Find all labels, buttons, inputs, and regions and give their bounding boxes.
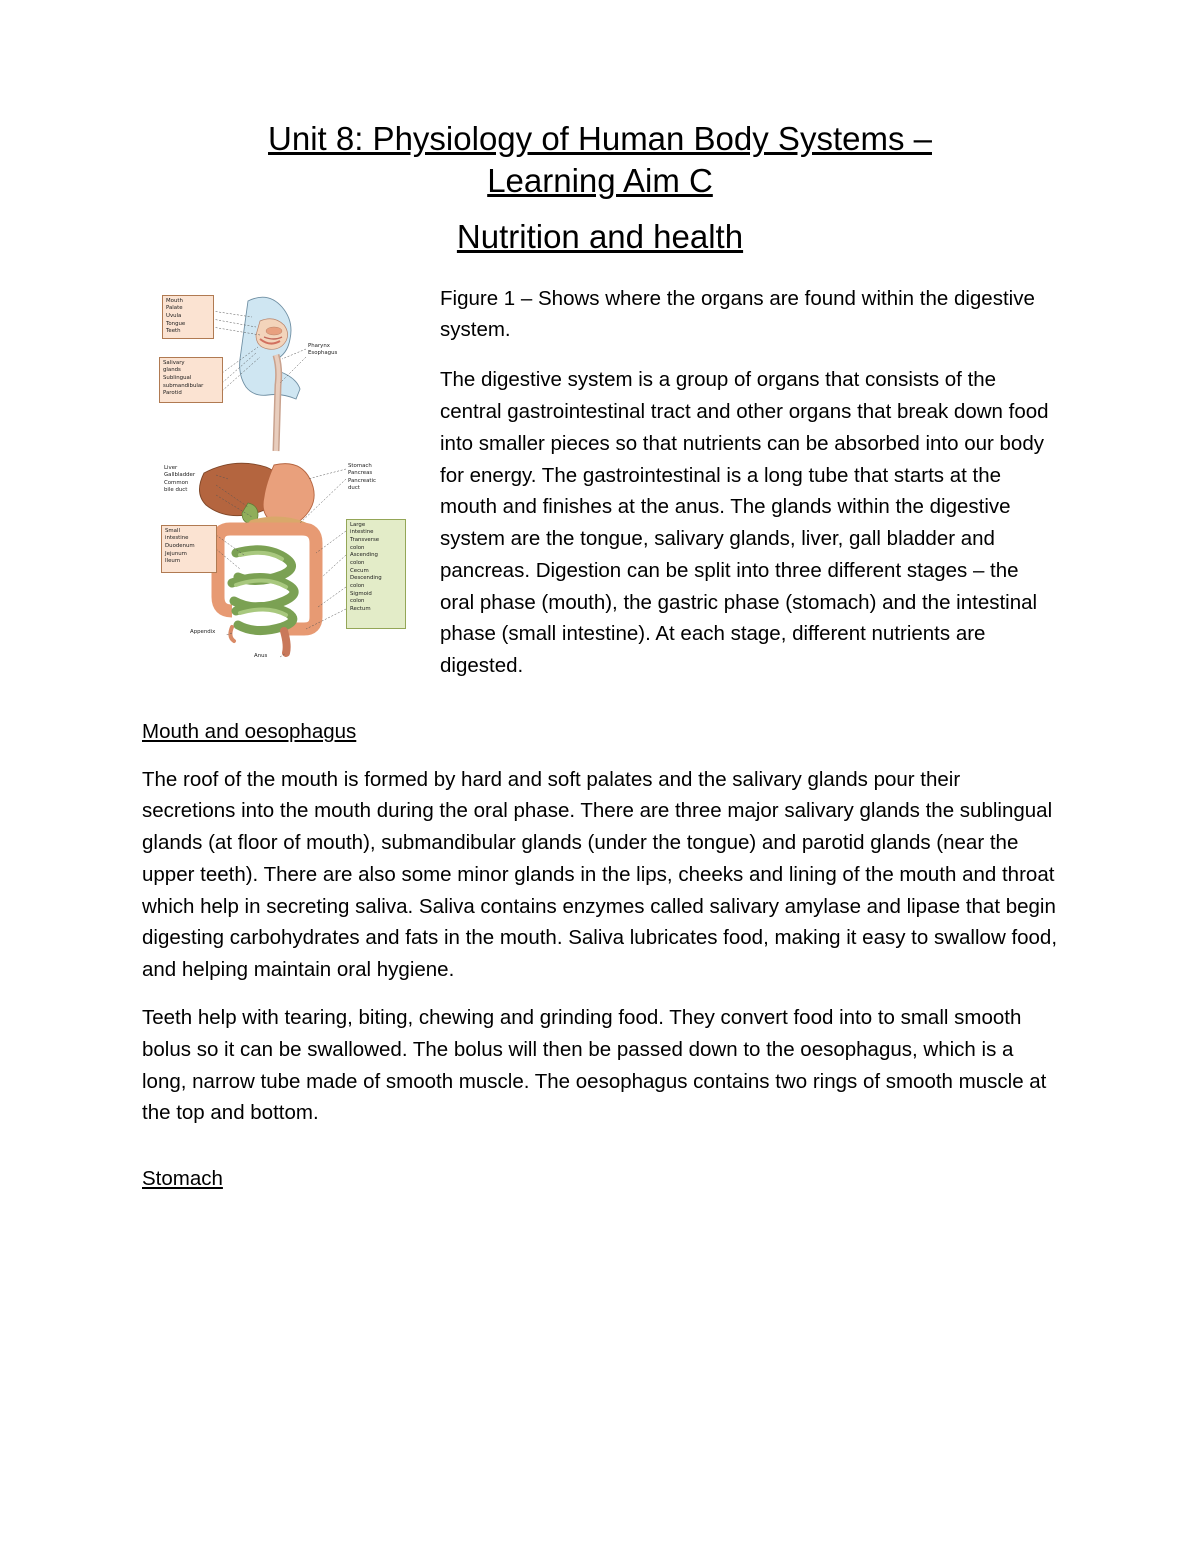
section-mouth-oesophagus	[142, 698, 1058, 1129]
document-body	[142, 283, 1058, 1211]
figure-caption: Figure 1 – Shows where the organs are found within the digestive system.	[440, 286, 1035, 342]
label-anus: Anus	[254, 652, 268, 659]
label-stomach-pancreas: Stomach Pancreas Pancreatic duct	[348, 462, 376, 492]
section-stomach	[142, 1145, 1058, 1211]
page-title-line2: Learning Aim C	[487, 162, 713, 200]
page-title-line1: Unit 8: Physiology of Human Body Systems –	[268, 120, 932, 157]
intro-paragraph: The digestive system is a group of organs that consists of the central gastrointestinal tract and other organs that break down food into smaller pieces so that nutrients can be absorbed into our body for energy. The gastrointestinal is a long tube that starts at the mouth and finishes at the anus. The glands within the digestive system are the tongue, salivary glands, liver, gall bladder and pancreas. Digestion can be split into three different stages – the oral phase (mouth), the gastric phase (stomach) and the intestinal phase (small intestine). At each stage, different nutrients are digested.	[440, 368, 1049, 678]
figure-1	[156, 287, 418, 677]
page-title	[142, 118, 1058, 202]
label-liver: Liver Gallbladder Common bile duct	[164, 464, 196, 494]
label-salivary-glands: Salivary glands Sublingual submandibular Parotid	[159, 357, 223, 403]
label-mouth: Mouth Palate Uvula Tongue Teeth	[162, 295, 214, 339]
label-large-intestine: Large intestine Transverse colon Ascending colon Cecum Descending colon Sigmoid colon Rectum	[346, 519, 406, 629]
page-subtitle: Nutrition and health	[456, 218, 744, 256]
section-heading-stomach: Stomach	[142, 1167, 223, 1191]
label-appendix: Appendix	[190, 628, 216, 635]
label-small-intestine: Small intestine Duodenum Jejunum Ileum	[161, 525, 217, 573]
section-paragraph: Teeth help with tearing, biting, chewing and grinding food. They convert food into to small smooth bolus so it can be swallowed. The bolus will then be passed down to the oesophagus, which is a long, narrow tube made of smooth muscle. The oesophagus contains two rings of smooth muscle at the top and bottom.	[142, 1006, 1047, 1125]
section-paragraph: The roof of the mouth is formed by hard and soft palates and the salivary glands pour their secretions into the mouth during the oral phase. There are three major salivary glands the sublingual glands (at floor of mouth), submandibular glands (under the tongue) and parotid glands (near the upper teeth). There are also some minor glands in the lips, cheeks and lining of the mouth and throat which help in secreting saliva. Saliva contains enzymes called salivary amylase and lipase that begin digesting carbohydrates and fats in the mouth. Saliva lubricates food, making it easy to swallow food, and helping maintain oral hygiene.	[142, 767, 1058, 982]
label-pharynx-esophagus: Pharynx Esophagus	[308, 342, 338, 357]
digestive-system-diagram	[156, 287, 418, 677]
section-heading-mouth-oesophagus: Mouth and oesophagus	[142, 719, 357, 743]
